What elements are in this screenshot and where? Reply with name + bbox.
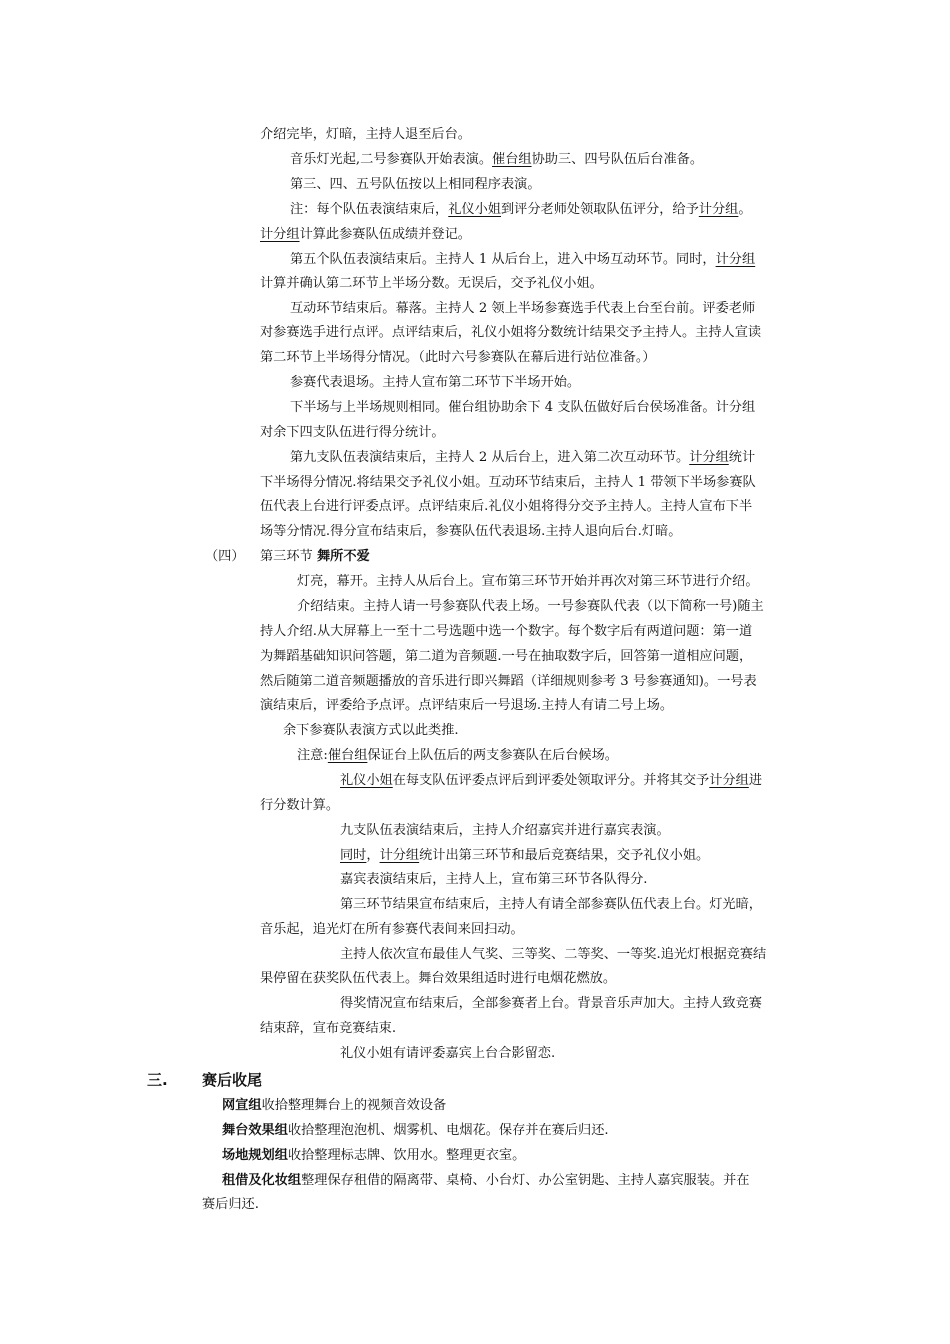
text-segment: 到评分老师处领取队伍评分，给予 [501,202,699,217]
text-segment: 嘉宾表演结束后，主持人上，宣布第三环节各队得分. [340,872,648,887]
text-line [340,819,670,843]
text-segment: 收拾整理标志牌、饮用水。整理更衣室。 [287,1148,526,1163]
text-segment: 第三环节结果宣布结束后，主持人有请全部参赛队伍代表上台。灯光暗， [340,897,762,912]
text-line [283,719,459,743]
text-line [260,967,616,991]
text-segment: 果停留在获奖队伍代表上。舞台效果组适时进行电烟花燃放。 [260,971,617,986]
text-line [260,321,761,345]
text-segment: 计分组 [260,227,300,242]
text-segment: 礼仪小姐 [340,773,393,788]
text-segment: 第三环节 [260,549,317,564]
text-segment: 第三、四、五号队伍按以上相同程序表演。 [290,177,541,192]
text-segment: 然后随第二道音频题播放的音乐进行即兴舞蹈（详细规则参考 3 号参赛通知)。一号表 [260,674,757,689]
text-segment: 催台组 [492,152,532,167]
text-segment: 收拾整理泡泡机、烟雾机、电烟花。保存并在赛后归还. [287,1123,609,1138]
text-segment: 租借及化妆组 [222,1173,302,1188]
text-segment: 音乐灯光起,二号参赛队开始表演。 [290,152,493,167]
text-segment: 介绍结束。主持人请一号参赛队代表上场。一号参赛队代表（以下简称一号)随主 [297,599,764,614]
text-segment: 计分组 [689,450,729,465]
text-segment: 统计出第三环节和最后竞赛结果，交予礼仪小姐。 [419,848,710,863]
text-line [202,1193,259,1217]
text-line [290,396,755,420]
text-segment: 演结束后，评委给予点评。点评结束后一号退场.主持人有请二号上场。 [260,698,674,713]
text-segment: 计分组 [715,252,756,267]
text-line [290,148,703,172]
text-line [297,570,759,594]
text-line [340,868,648,892]
text-line [147,1068,168,1092]
text-segment: 余下参赛队表演方式以此类推. [283,723,459,738]
text-line [340,1042,555,1066]
text-segment: 三. [147,1071,168,1089]
text-segment: 下半场与上半场规则相同。催台组协助余下 4 支队伍做好后台侯场准备。计分组 [290,400,756,415]
text-segment: 网宣组 [222,1098,262,1113]
text-line [260,794,339,818]
text-line [340,992,762,1016]
text-line [297,744,618,768]
text-segment: 行分数计算。 [260,798,340,813]
text-segment: 礼仪小姐 [448,202,501,217]
text-segment: 在每支队伍评委点评后到评委处领取评分。并将其交予 [392,773,710,788]
text-segment: 保证台上队伍后的两支参赛队在后台候场。 [367,748,618,763]
text-line [202,1068,262,1092]
text-line [205,545,245,569]
text-line [222,1169,750,1193]
text-line [340,893,762,917]
text-line [297,595,764,619]
text-line [290,371,580,395]
text-segment: 礼仪小姐有请评委嘉宾上台合影留恋. [340,1046,556,1061]
text-line [260,918,524,942]
text-segment: （四） [205,549,245,564]
text-segment: 结束辞，宣布竞赛结束. [260,1021,397,1036]
text-line [260,223,471,247]
text-segment: 得奖情况宣布结束后，全部参赛者上台。背景音乐声加大。主持人致竞赛 [340,996,762,1011]
text-segment: 舞台效果组 [222,1123,288,1138]
text-line [260,346,656,370]
text-segment: 第五个队伍表演结束后。主持人 1 从后台上，进入中场互动环节。同时， [290,252,716,267]
text-segment: 计分组 [698,202,739,217]
text-line [260,272,603,296]
text-segment: 同时 [340,848,367,863]
text-segment: ， [366,848,380,863]
text-segment: 场等分情况.得分宣布结束后，参赛队伍代表退场.主持人退向后台.灯暗。 [260,524,682,539]
text-segment: 统计 [728,450,756,465]
text-line [260,670,757,694]
text-segment: 下半场得分情况.将结果交予礼仪小姐。互动环节结束后，主持人 1 带领下半场参赛队 [260,475,756,490]
text-line [260,694,673,718]
text-line [260,520,681,544]
text-line [340,769,762,793]
text-line [260,645,752,669]
text-segment: 介绍完毕，灯暗，主持人退至后台。 [260,127,471,142]
text-line [260,471,756,495]
text-segment: 赛后归还. [202,1197,259,1212]
text-segment: 舞所不爱 [316,549,370,564]
text-line [290,297,755,321]
text-segment: 音乐起，追光灯在所有参赛代表间来回扫动。 [260,922,524,937]
text-segment: 灯亮，幕开。主持人从后台上。宣布第三环节开始并再次对第三环节进行介绍。 [297,574,759,589]
text-line [260,545,370,569]
text-line [222,1119,609,1143]
text-segment: 持人介绍.从大屏幕上一至十二号选题中选一个数字。每个数字后有两道问题：第一道 [260,624,753,639]
text-segment: 对余下四支队伍进行得分统计。 [260,425,445,440]
text-line [260,1017,396,1041]
text-segment: 伍代表上台进行评委点评。点评结束后.礼仪小姐将得分交予主持人。主持人宣布下半 [260,499,753,514]
text-segment: 互动环节结束后。幕落。主持人 2 领上半场参赛选手代表上台至台前。评委老师 [290,301,756,316]
text-segment: 对参赛选手进行点评。点评结束后，礼仪小姐将分数统计结果交予主持人。主持人宣读 [260,325,762,340]
text-segment: 进 [748,773,762,788]
text-line [260,123,471,147]
text-line [290,446,755,470]
text-line [260,495,752,519]
text-segment: 第九支队伍表演结束后，主持人 2 从后台上，进入第二次互动环节。 [290,450,690,465]
text-segment: 为舞蹈基础知识问答题，第二道为音频题.一号在抽取数字后，回答第一道相应问题， [260,649,753,664]
text-segment: 主持人依次宣布最佳人气奖、三等奖、二等奖、一等奖.追光灯根据竞赛结 [340,947,767,962]
text-line [290,248,755,272]
text-segment: 注：每个队伍表演结束后， [290,202,449,217]
text-segment: 收拾整理舞台上的视频音效设备 [261,1098,447,1113]
text-line [260,620,752,644]
text-segment: 计分组 [379,848,420,863]
text-line [222,1094,446,1118]
text-segment: 协助三、四号队伍后台准备。 [531,152,704,167]
text-segment: 计分组 [709,773,749,788]
text-line [340,844,709,868]
text-segment: 第二环节上半场得分情况。（此时六号参赛队在幕后进行站位准备。） [260,350,656,365]
text-line [340,943,766,967]
text-segment: 赛后收尾 [202,1071,263,1089]
text-line [290,198,752,222]
text-segment: 催台组 [327,748,368,763]
text-segment: 场地规划组 [222,1148,288,1163]
text-segment: 计算此参赛队伍成绩并登记。 [299,227,471,242]
text-line [222,1144,525,1168]
text-segment: 注意: [297,748,328,763]
text-segment: 参赛代表退场。主持人宣布第二环节下半场开始。 [290,375,581,390]
text-segment: 九支队伍表演结束后，主持人介绍嘉宾并进行嘉宾表演。 [340,823,670,838]
text-segment: 计算并确认第二环节上半场分数。无误后，交予礼仪小姐。 [260,276,603,291]
text-line [260,421,445,445]
text-line [290,173,541,197]
text-segment: 。 [738,202,752,217]
text-segment: 整理保存租借的隔离带、桌椅、小台灯、办公室钥匙、主持人嘉宾服装。并在 [301,1173,750,1188]
